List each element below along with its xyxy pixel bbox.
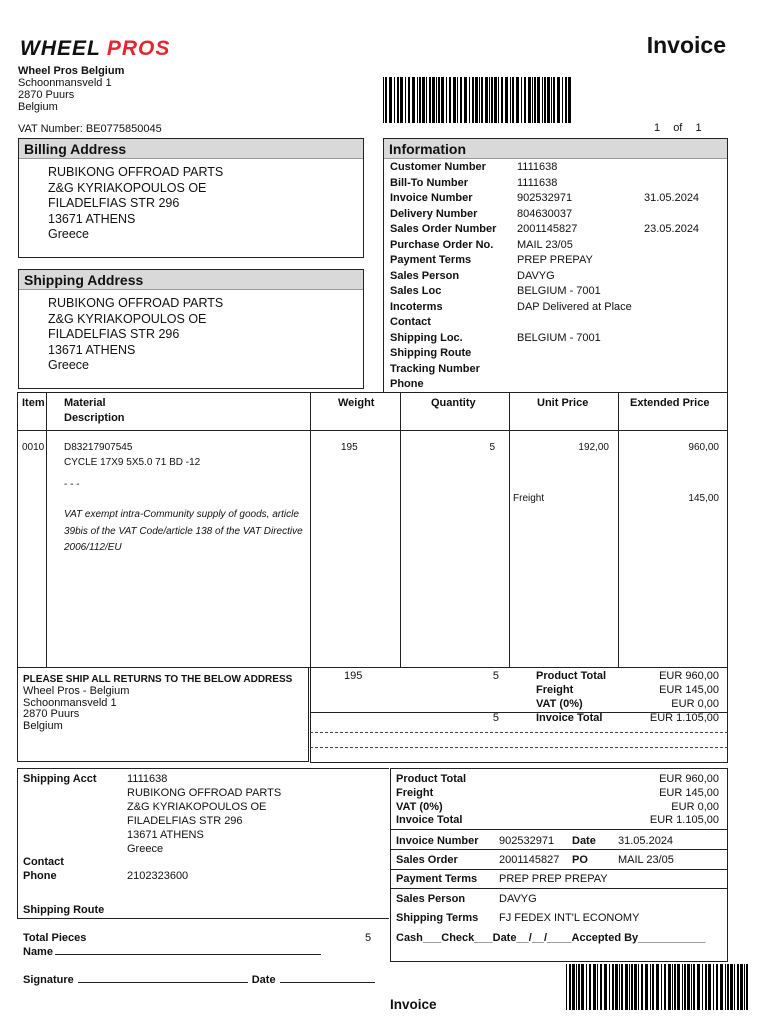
barcode-bar bbox=[727, 964, 729, 1010]
barcode-bar bbox=[389, 77, 392, 123]
barcode-bar bbox=[586, 964, 587, 1010]
barcode-bar bbox=[516, 77, 519, 123]
cash-check-line: Cash___Check___Date__/__/____Accepted By___________ bbox=[396, 932, 706, 944]
company-name: Wheel Pros Belgium bbox=[18, 65, 125, 77]
barcode-bar bbox=[453, 77, 456, 123]
barcode-bar bbox=[426, 77, 427, 123]
information-grid bbox=[390, 160, 724, 393]
sum-date-label: Date bbox=[572, 835, 596, 847]
barcode-bar bbox=[619, 964, 620, 1010]
returns-address-box bbox=[17, 667, 309, 762]
barcode-bar bbox=[446, 77, 447, 123]
barcode-bar bbox=[625, 964, 628, 1010]
barcode-bar bbox=[638, 964, 639, 1010]
info-value: 1111638 bbox=[517, 161, 558, 173]
returns-title: PLEASE SHIP ALL RETURNS TO THE BELOW ADDRESS bbox=[23, 674, 293, 685]
vat-total-label: VAT (0%) bbox=[536, 698, 583, 710]
billing-line: RUBIKONG OFFROAD PARTS bbox=[48, 165, 224, 179]
barcode-bar bbox=[693, 964, 695, 1010]
sum-invoice-number-label: Invoice Number bbox=[396, 835, 479, 847]
barcode-bar bbox=[697, 964, 700, 1010]
company-street: Schoonmansveld 1 bbox=[18, 77, 112, 89]
shipping-route-label: Shipping Route bbox=[23, 904, 105, 916]
barcode-bar bbox=[631, 964, 633, 1010]
barcode-bar bbox=[436, 77, 437, 123]
line-description: CYCLE 17X9 5X5.0 71 BD -12 bbox=[64, 457, 201, 468]
wheel-pros-logo bbox=[20, 36, 212, 60]
info-value: BELGIUM - 7001 bbox=[517, 285, 601, 297]
barcode-bar bbox=[650, 964, 651, 1010]
vat-number: VAT Number: BE0775850045 bbox=[18, 123, 162, 135]
info-extra bbox=[644, 253, 724, 269]
signature-date-label: Date bbox=[251, 974, 276, 986]
barcode-bar bbox=[479, 77, 480, 123]
barcode-bar bbox=[600, 964, 602, 1010]
information-box bbox=[383, 138, 728, 392]
info-row bbox=[390, 160, 724, 176]
barcode-bar bbox=[498, 77, 499, 123]
barcode-bar bbox=[419, 77, 421, 123]
info-value: 804630037 bbox=[517, 207, 573, 220]
barcode-bar bbox=[744, 964, 745, 1010]
returns-line: Schoonmansveld 1 bbox=[23, 696, 117, 709]
info-label: Sales Order Number bbox=[390, 223, 497, 235]
sum-freight: EUR 145,00 bbox=[659, 787, 719, 799]
info-value bbox=[517, 362, 644, 378]
billing-line: Greece bbox=[48, 227, 89, 241]
phone-label: Phone bbox=[23, 870, 57, 882]
info-label: Payment Terms bbox=[390, 254, 472, 266]
barcode-bar bbox=[645, 964, 648, 1010]
line-separator: - - - bbox=[64, 479, 80, 490]
barcode-bar bbox=[547, 77, 550, 123]
info-row bbox=[390, 253, 724, 269]
barcode-bar bbox=[746, 964, 748, 1010]
line-weight: 195 bbox=[341, 442, 358, 453]
barcode-bar bbox=[597, 964, 598, 1010]
footer-title: Invoice bbox=[390, 997, 437, 1012]
sum-vat-label: VAT (0%) bbox=[396, 801, 443, 813]
info-row bbox=[390, 284, 724, 300]
info-extra bbox=[644, 269, 724, 285]
shipping-acct-line: Greece bbox=[127, 843, 164, 855]
invoice-total-label: Invoice Total bbox=[536, 712, 603, 724]
barcode-bar bbox=[702, 964, 703, 1010]
barcode-bar bbox=[581, 964, 584, 1010]
sum-po: MAIL 23/05 bbox=[618, 854, 674, 866]
vat-note-line: 39bis of the VAT Code/article 138 of the VAT Directive bbox=[64, 525, 303, 537]
barcode-bottom bbox=[566, 964, 750, 1010]
barcode-bar bbox=[737, 964, 739, 1010]
company-country: Belgium bbox=[18, 101, 58, 113]
total-quantity: 5 bbox=[492, 670, 499, 682]
line-extended-price: 960,00 bbox=[688, 442, 719, 453]
barcode-bar bbox=[510, 77, 511, 123]
info-value bbox=[517, 377, 644, 393]
shipping-address-box bbox=[18, 269, 364, 389]
sum-shipping-terms: FJ FEDEX INT'L ECONOMY bbox=[499, 912, 640, 924]
barcode-bar bbox=[464, 77, 467, 123]
barcode-bar bbox=[472, 77, 474, 123]
info-extra bbox=[644, 300, 724, 316]
sum-sales-order: 2001145827 bbox=[499, 854, 560, 866]
barcode-bar bbox=[641, 964, 643, 1010]
barcode-bar bbox=[705, 964, 707, 1010]
barcode-bar bbox=[494, 77, 497, 123]
barcode-bar bbox=[432, 77, 435, 123]
col-header-quantity: Quantity bbox=[431, 397, 476, 409]
info-value: MAIL 23/05 bbox=[517, 238, 573, 251]
vat-total-value: EUR 0,00 bbox=[671, 698, 719, 710]
barcode-bar bbox=[512, 77, 514, 123]
barcode-bar bbox=[422, 77, 425, 123]
invoice-total-qty: 5 bbox=[492, 712, 499, 724]
page-indicator bbox=[654, 122, 702, 134]
info-label: Bill-To Number bbox=[390, 176, 469, 189]
barcode-bar bbox=[568, 77, 571, 123]
barcode-bar bbox=[481, 77, 483, 123]
barcode-bar bbox=[734, 964, 735, 1010]
info-row bbox=[390, 207, 724, 223]
sum-invoice-total-label: Invoice Total bbox=[396, 814, 463, 826]
svg-text:WHEELPROS bbox=[20, 37, 170, 60]
barcode-bar bbox=[691, 964, 692, 1010]
returns-line: Wheel Pros - Belgium bbox=[23, 685, 130, 697]
page-of: of bbox=[673, 122, 683, 134]
sum-payment-terms: PREP PREP PREPAY bbox=[499, 873, 608, 885]
col-header-description: Description bbox=[64, 412, 125, 424]
shipping-address-lines bbox=[19, 290, 363, 374]
barcode-bar bbox=[668, 964, 671, 1010]
barcode-bar bbox=[578, 964, 580, 1010]
barcode-bar bbox=[551, 77, 552, 123]
barcode-bar bbox=[485, 77, 488, 123]
info-value: 2001145827 bbox=[517, 223, 578, 235]
sum-sales-order-label: Sales Order bbox=[396, 854, 458, 866]
contact-label: Contact bbox=[23, 856, 64, 868]
invoice-total-value: EUR 1.105,00 bbox=[649, 712, 719, 724]
barcode-bar bbox=[682, 964, 683, 1010]
sum-vat: EUR 0,00 bbox=[671, 801, 719, 813]
signature-label: Signature bbox=[23, 974, 74, 986]
barcode-bar bbox=[385, 77, 387, 123]
shipping-acct-details bbox=[127, 772, 281, 856]
barcode-bar bbox=[521, 77, 522, 123]
info-extra bbox=[644, 176, 724, 192]
freight-total-value: EUR 145,00 bbox=[659, 684, 719, 696]
barcode-bar bbox=[524, 77, 526, 123]
barcode-bar bbox=[674, 964, 676, 1010]
billing-address-title: Billing Address bbox=[19, 139, 363, 159]
info-value: 902532971 bbox=[517, 192, 573, 204]
col-header-item: Item bbox=[22, 397, 45, 409]
company-city: 2870 Puurs bbox=[18, 89, 75, 101]
barcode-bar bbox=[621, 964, 623, 1010]
barcode-bar bbox=[664, 964, 666, 1010]
col-header-extended-price: Extended Price bbox=[630, 397, 710, 409]
barcode-bar bbox=[589, 964, 591, 1010]
barcode-bar bbox=[449, 77, 451, 123]
barcode-bar bbox=[652, 964, 654, 1010]
barcode-bar bbox=[687, 964, 690, 1010]
barcode-bar bbox=[730, 964, 733, 1010]
barcode-bar bbox=[656, 964, 659, 1010]
logo-word-pros: PROS bbox=[106, 37, 171, 60]
barcode-bar bbox=[417, 77, 418, 123]
barcode-bar bbox=[553, 77, 555, 123]
line-item-number: 0010 bbox=[22, 442, 45, 453]
info-extra bbox=[644, 315, 724, 331]
barcode-bar bbox=[569, 964, 571, 1010]
shipping-acct-line: Z&G KYRIAKOPOULOS OE bbox=[127, 801, 267, 813]
page-total: 1 bbox=[695, 122, 702, 134]
info-extra bbox=[644, 346, 724, 362]
freight-label: Freight bbox=[513, 493, 545, 504]
name-label: Name bbox=[23, 946, 53, 958]
barcode-bar bbox=[383, 77, 384, 123]
sum-sales-person-label: Sales Person bbox=[396, 893, 466, 905]
info-extra: 23.05.2024 bbox=[644, 223, 700, 235]
page-current: 1 bbox=[654, 122, 661, 134]
logo-word-wheel: WHEEL bbox=[20, 37, 101, 60]
shipping-acct-line: RUBIKONG OFFROAD PARTS bbox=[127, 787, 282, 799]
shipping-address-title: Shipping Address bbox=[19, 270, 363, 290]
barcode-bar bbox=[400, 77, 403, 123]
total-weight: 195 bbox=[344, 670, 363, 682]
info-label: Contact bbox=[390, 316, 431, 328]
info-value: BELGIUM - 7001 bbox=[517, 331, 601, 344]
info-extra: 31.05.2024 bbox=[644, 192, 700, 204]
shipping-acct-line: 13671 ATHENS bbox=[127, 829, 204, 841]
barcode-bar bbox=[534, 77, 536, 123]
info-row bbox=[390, 315, 724, 331]
barcode-bar bbox=[532, 77, 533, 123]
barcode-bar bbox=[412, 77, 415, 123]
info-label: Shipping Loc. bbox=[390, 331, 463, 344]
info-label: Incoterms bbox=[390, 300, 443, 313]
barcode-bar bbox=[394, 77, 395, 123]
info-label: Shipping Route bbox=[390, 347, 472, 359]
barcode-bar bbox=[408, 77, 410, 123]
returns-line: 2870 Puurs bbox=[23, 708, 80, 720]
sum-invoice-total: EUR 1.105,00 bbox=[649, 814, 719, 826]
billing-line: FILADELFIAS STR 296 bbox=[48, 196, 180, 210]
total-pieces-label: Total Pieces bbox=[23, 932, 87, 944]
info-extra bbox=[644, 238, 724, 254]
shipping-line: 13671 ATHENS bbox=[48, 342, 136, 357]
info-row bbox=[390, 377, 724, 393]
freight-total-label: Freight bbox=[536, 684, 574, 696]
shipping-acct-number: 1111638 bbox=[127, 773, 168, 785]
billing-line: Z&G KYRIAKOPOULOS OE bbox=[48, 180, 207, 195]
col-header-unit-price: Unit Price bbox=[537, 397, 589, 409]
barcode-bar bbox=[740, 964, 743, 1010]
barcode-bar bbox=[684, 964, 686, 1010]
barcode-bar bbox=[572, 964, 575, 1010]
signature-line bbox=[23, 974, 375, 986]
barcode-bar bbox=[441, 77, 444, 123]
barcode-bar bbox=[501, 77, 503, 123]
information-title: Information bbox=[384, 139, 727, 159]
product-total-value: EUR 960,00 bbox=[659, 670, 719, 682]
info-label: Purchase Order No. bbox=[390, 238, 494, 251]
shipping-line: Greece bbox=[48, 358, 89, 372]
barcode-bar bbox=[725, 964, 726, 1010]
info-extra bbox=[644, 377, 724, 393]
info-row bbox=[390, 362, 724, 378]
info-row bbox=[390, 269, 724, 285]
sum-product-total-label: Product Total bbox=[396, 773, 467, 785]
barcode-bar bbox=[609, 964, 610, 1010]
sum-date: 31.05.2024 bbox=[618, 835, 674, 847]
barcode-bar bbox=[405, 77, 406, 123]
barcode-bar bbox=[528, 77, 531, 123]
vat-note-line: 2006/112/EU bbox=[64, 542, 122, 553]
barcode-bar bbox=[565, 77, 567, 123]
sum-po-label: PO bbox=[572, 854, 588, 866]
barcode-bar bbox=[661, 964, 662, 1010]
barcode-bar bbox=[557, 77, 560, 123]
barcode-bar bbox=[604, 964, 607, 1010]
info-label: Sales Person bbox=[390, 269, 460, 282]
info-extra bbox=[644, 160, 724, 176]
barcode-bar bbox=[438, 77, 440, 123]
billing-address-box bbox=[18, 138, 364, 258]
barcode-bar bbox=[542, 77, 543, 123]
info-label: Customer Number bbox=[390, 161, 486, 173]
sum-sales-person: DAVYG bbox=[499, 893, 537, 905]
info-extra bbox=[644, 362, 724, 378]
product-total-label: Product Total bbox=[536, 670, 607, 682]
shipping-line: RUBIKONG OFFROAD PARTS bbox=[48, 296, 224, 310]
barcode-bar bbox=[708, 964, 711, 1010]
barcode-bar bbox=[469, 77, 470, 123]
billing-address-lines bbox=[19, 159, 363, 243]
total-pieces-value: 5 bbox=[365, 932, 372, 944]
freight-value: 145,00 bbox=[688, 493, 719, 504]
info-row bbox=[390, 191, 724, 207]
barcode-bar bbox=[491, 77, 493, 123]
shipping-line: Z&G KYRIAKOPOULOS OE bbox=[48, 311, 207, 326]
sum-product-total: EUR 960,00 bbox=[659, 773, 719, 785]
barcode-bar bbox=[460, 77, 462, 123]
barcode-bar bbox=[720, 964, 723, 1010]
vat-exempt-note bbox=[64, 507, 303, 557]
barcode-bar bbox=[593, 964, 596, 1010]
info-label: Invoice Number bbox=[390, 192, 473, 204]
barcode-bar bbox=[576, 964, 577, 1010]
info-row bbox=[390, 346, 724, 362]
line-quantity: 5 bbox=[489, 442, 495, 453]
info-label: Phone bbox=[390, 378, 424, 390]
barcode-bar bbox=[612, 964, 614, 1010]
shipping-line: FILADELFIAS STR 296 bbox=[48, 327, 180, 341]
document-title: Invoice bbox=[646, 32, 726, 58]
barcode-bar bbox=[716, 964, 718, 1010]
barcode-bar bbox=[457, 77, 458, 123]
info-label: Delivery Number bbox=[390, 207, 478, 220]
info-value: DAP Delivered at Place bbox=[517, 300, 632, 313]
info-row bbox=[390, 331, 724, 347]
shipping-account-block bbox=[17, 768, 389, 998]
info-value bbox=[517, 346, 644, 362]
sum-shipping-terms-label: Shipping Terms bbox=[396, 912, 479, 924]
line-unit-price: 192,00 bbox=[578, 442, 609, 453]
info-extra bbox=[644, 207, 724, 223]
info-label: Sales Loc bbox=[390, 285, 442, 297]
sum-invoice-number: 902532971 bbox=[499, 835, 555, 847]
barcode-bar bbox=[634, 964, 637, 1010]
shipping-acct-line: FILADELFIAS STR 296 bbox=[127, 815, 243, 827]
returns-line: Belgium bbox=[23, 719, 63, 732]
barcode-bar bbox=[629, 964, 630, 1010]
info-row bbox=[390, 222, 724, 238]
barcode-bar bbox=[397, 77, 399, 123]
name-line bbox=[23, 946, 321, 958]
barcode-bar bbox=[677, 964, 680, 1010]
barcode-bar bbox=[537, 77, 540, 123]
barcode-bar bbox=[429, 77, 431, 123]
barcode-bar bbox=[672, 964, 673, 1010]
barcode-bar bbox=[475, 77, 478, 123]
line-material: D83217907545 bbox=[64, 442, 133, 453]
info-label: Tracking Number bbox=[390, 362, 480, 375]
info-row bbox=[390, 300, 724, 316]
barcode-bar bbox=[489, 77, 490, 123]
barcode-bar bbox=[713, 964, 714, 1010]
col-header-material: Material bbox=[64, 397, 106, 409]
barcode-bar bbox=[562, 77, 563, 123]
info-row bbox=[390, 238, 724, 254]
info-row bbox=[390, 176, 724, 192]
info-value bbox=[517, 315, 644, 331]
billing-line: 13671 ATHENS bbox=[48, 211, 136, 226]
info-value: 1111638 bbox=[517, 176, 558, 189]
info-value: DAVYG bbox=[517, 269, 555, 282]
shipping-acct-label: Shipping Acct bbox=[23, 773, 97, 785]
barcode-bar bbox=[544, 77, 546, 123]
phone-value: 2102323600 bbox=[127, 870, 189, 882]
invoice-summary-box bbox=[390, 768, 728, 962]
barcode-bar bbox=[505, 77, 508, 123]
info-extra bbox=[644, 284, 724, 300]
barcode-bar bbox=[615, 964, 618, 1010]
sum-freight-label: Freight bbox=[396, 787, 434, 799]
info-extra bbox=[644, 331, 724, 347]
barcode-top bbox=[383, 77, 571, 123]
sum-payment-terms-label: Payment Terms bbox=[396, 873, 478, 885]
info-value: PREP PREPAY bbox=[517, 254, 593, 266]
vat-note-line: VAT exempt intra-Community supply of goods, article bbox=[64, 509, 299, 520]
company-address bbox=[18, 65, 124, 113]
barcode-bar bbox=[566, 964, 567, 1010]
col-header-weight: Weight bbox=[338, 397, 375, 409]
